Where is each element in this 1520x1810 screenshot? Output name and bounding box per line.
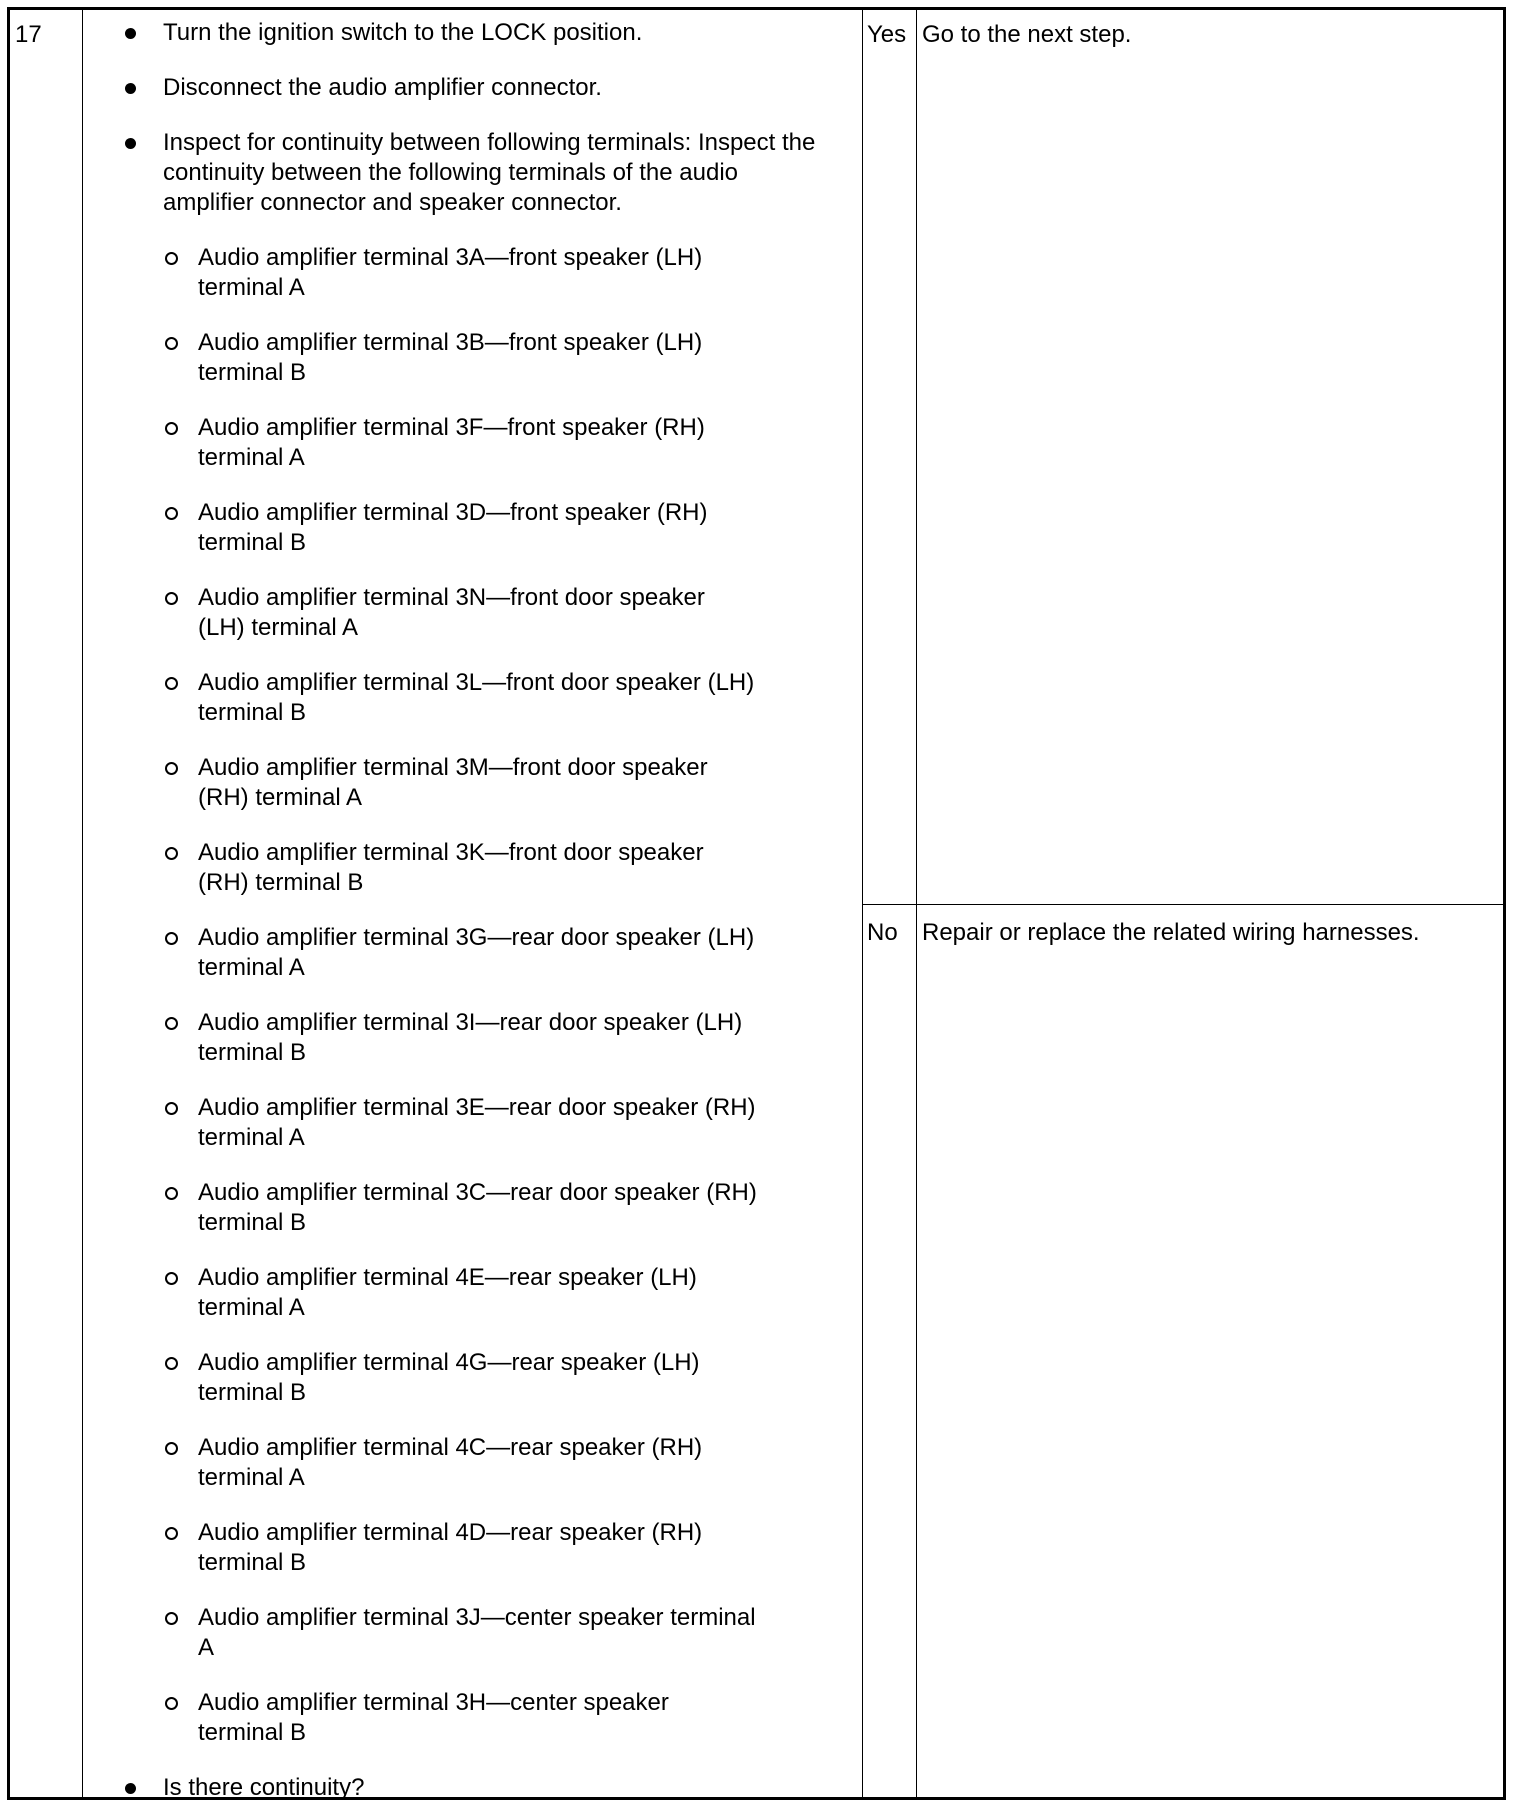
terminal-check-item <box>123 1348 758 1408</box>
terminal-check-item <box>123 328 758 388</box>
bullet-dot-icon <box>125 138 136 149</box>
bullet-dot-icon <box>125 1783 136 1794</box>
action-text: Turn the ignition switch to the LOCK position. <box>163 19 643 46</box>
action-text: Inspect for continuity between following terminals: Inspect the continuity between the following terminals of the audio amplifier connector and speaker connector. <box>163 129 816 216</box>
bullet-ring-icon <box>165 507 178 520</box>
terminal-check-item <box>123 1263 758 1323</box>
terminal-check-text: Audio amplifier terminal 3D—front speaker (RH) terminal B <box>198 499 708 556</box>
bullet-ring-icon <box>165 1187 178 1200</box>
terminal-check-text: Audio amplifier terminal 3I—rear door speaker (LH) terminal B <box>198 1009 743 1066</box>
terminal-check-text: Audio amplifier terminal 3H—center speaker terminal B <box>198 1689 669 1746</box>
action-item <box>123 73 843 103</box>
no-action: Repair or replace the related wiring harnesses. <box>922 919 1420 946</box>
terminal-check-text: Audio amplifier terminal 3L—front door speaker (LH) terminal B <box>198 669 755 726</box>
terminal-check-text: Audio amplifier terminal 4G—rear speaker (LH) terminal B <box>198 1349 700 1406</box>
bullet-ring-icon <box>165 592 178 605</box>
terminal-check-item <box>123 753 758 813</box>
terminal-check-item <box>123 838 758 898</box>
bullet-dot-icon <box>125 28 136 39</box>
action-list <box>123 18 843 1803</box>
result-row-divider <box>862 904 1503 905</box>
terminal-check-list <box>163 243 823 1748</box>
yes-action: Go to the next step. <box>922 21 1132 48</box>
terminal-check-text: Audio amplifier terminal 3N—front door speaker (LH) terminal A <box>198 584 705 641</box>
terminal-check-item <box>123 1518 758 1578</box>
terminal-check-text: Audio amplifier terminal 4C—rear speaker (RH) terminal A <box>198 1434 703 1491</box>
terminal-check-item <box>123 1093 758 1153</box>
bullet-ring-icon <box>165 1102 178 1115</box>
terminal-check-item <box>123 923 758 983</box>
terminal-check-text: Audio amplifier terminal 3B—front speaker (LH) terminal B <box>198 329 703 386</box>
terminal-check-item <box>123 1178 758 1238</box>
terminal-check-item <box>123 1603 758 1663</box>
terminal-check-item <box>123 583 758 643</box>
terminal-check-text: Audio amplifier terminal 4D—rear speaker (RH) terminal B <box>198 1519 703 1576</box>
bullet-ring-icon <box>165 1527 178 1540</box>
bullet-ring-icon <box>165 252 178 265</box>
bullet-ring-icon <box>165 1442 178 1455</box>
bullet-ring-icon <box>165 1017 178 1030</box>
terminal-check-item <box>123 1008 758 1068</box>
bullet-ring-icon <box>165 1272 178 1285</box>
terminal-check-item <box>123 498 758 558</box>
step-number: 17 <box>15 21 42 48</box>
action-item <box>123 18 843 48</box>
bullet-ring-icon <box>165 677 178 690</box>
bullet-ring-icon <box>165 762 178 775</box>
terminal-check-item <box>123 243 758 303</box>
terminal-check-text: Audio amplifier terminal 3C—rear door speaker (RH) terminal B <box>198 1179 757 1236</box>
bullet-ring-icon <box>165 337 178 350</box>
action-item <box>123 128 823 1748</box>
bullet-dot-icon <box>125 83 136 94</box>
terminal-check-text: Audio amplifier terminal 3E—rear door speaker (RH) terminal A <box>198 1094 756 1151</box>
terminal-check-text: Audio amplifier terminal 3M—front door speaker (RH) terminal A <box>198 754 708 811</box>
yes-label: Yes <box>867 21 907 48</box>
terminal-check-text: Audio amplifier terminal 4E—rear speaker (LH) terminal A <box>198 1264 697 1321</box>
no-label: No <box>867 919 898 946</box>
diagnostic-table <box>7 7 1506 1800</box>
terminal-check-text: Audio amplifier terminal 3K—front door speaker (RH) terminal B <box>198 839 704 896</box>
bullet-ring-icon <box>165 932 178 945</box>
terminal-check-item <box>123 1433 758 1493</box>
action-item <box>123 1773 843 1803</box>
terminal-check-item <box>123 1688 758 1748</box>
bullet-ring-icon <box>165 1357 178 1370</box>
question-text: Is there continuity? <box>163 1774 365 1801</box>
bullet-ring-icon <box>165 422 178 435</box>
bullet-ring-icon <box>165 1612 178 1625</box>
action-text: Disconnect the audio amplifier connector. <box>163 74 602 101</box>
terminal-check-item <box>123 668 758 728</box>
bullet-ring-icon <box>165 1697 178 1710</box>
column-divider-step <box>82 10 83 1797</box>
terminal-check-item <box>123 413 758 473</box>
terminal-check-text: Audio amplifier terminal 3J—center speaker terminal A <box>198 1604 756 1661</box>
terminal-check-text: Audio amplifier terminal 3G—rear door speaker (LH) terminal A <box>198 924 755 981</box>
terminal-check-text: Audio amplifier terminal 3F—front speaker (RH) terminal A <box>198 414 705 471</box>
bullet-ring-icon <box>165 847 178 860</box>
terminal-check-text: Audio amplifier terminal 3A—front speaker (LH) terminal A <box>198 244 703 301</box>
